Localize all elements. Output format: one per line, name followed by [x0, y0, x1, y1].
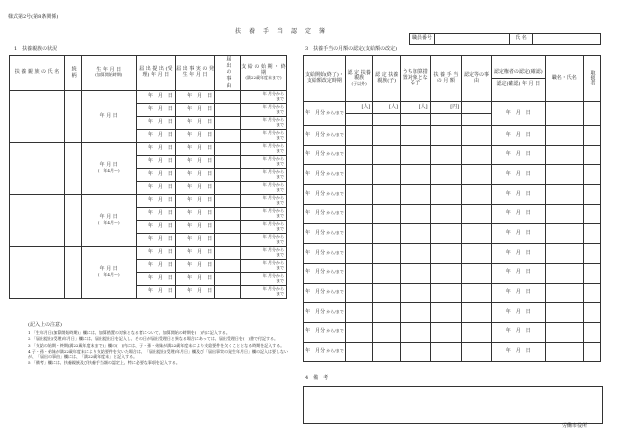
note-item: 2 「届出提出(受理)年月日」欄には、届出提出日を記入し、その日が届出受理日と異なる場合にあっては、届出受理日を( )書で付記する。 [28, 336, 279, 342]
header-box [409, 33, 601, 45]
period-cell: 年 月分から まで [240, 116, 286, 129]
occur-date-cell: 年 月 日 [175, 246, 214, 259]
period-cell: 年 月分 から/まで [304, 263, 346, 283]
period-cell: 年 月分から まで [240, 168, 286, 181]
col-period: 支給開始(終了)・支給額改定時期 [304, 56, 346, 102]
col-cert-child: 認 定 扶養親族(子) [373, 56, 401, 102]
period-cell: 年 月分から まで [240, 103, 286, 116]
stamp-cell [583, 224, 600, 244]
relation-cell [64, 246, 81, 298]
col-approved: 認定権者の認定(確認) 認定(確認) 年 月 日 [491, 56, 545, 102]
position-cell [545, 342, 583, 362]
dependents-header-row [10, 56, 287, 91]
approved-date-cell: 年 月 日 [491, 322, 545, 342]
dependent-name-cell [10, 90, 65, 142]
period-cell: 年 月分 から/まで [304, 185, 346, 205]
note-item: 4 子・孫・弟妹が満22歳年度末により支給要件を欠いた場合は、「届出提出(受理)年月日」欄及び「届出事実の発生年月日」欄の記入は要しないが、「届出の事由」欄には、「満22歳年度末」と記入する。 [28, 349, 289, 359]
footer-text: 労働市役所 [562, 423, 588, 429]
page-title: 扶 養 手 当 認 定 簿 [235, 28, 327, 35]
approved-date-cell: 年 月 日 [491, 224, 545, 244]
unit-cell: [円] [430, 102, 462, 114]
filed-date-cell: 年 月 日 [136, 259, 175, 272]
reason-cell [215, 181, 241, 194]
occur-date-cell: 年 月 日 [175, 168, 214, 181]
approved-date-cell: 年 月 日 [491, 145, 545, 165]
occur-date-cell: 年 月 日 [175, 116, 214, 129]
occur-date-cell: 年 月 日 [175, 103, 214, 116]
approved-date-cell: 年 月 日 [491, 263, 545, 283]
dependent-name-cell [10, 246, 65, 298]
period-cell: 年 月分 から/まで [304, 322, 346, 342]
form-number: 様式第2号(第8条関係) [8, 14, 59, 20]
note-item: 5 「備考」欄には、扶養親族及び扶養手当額の認定上、特に必要な事項を記入する。 [28, 359, 180, 365]
period-cell: 年 月分から まで [240, 272, 286, 285]
filed-date-cell: 年 月 日 [136, 220, 175, 233]
stamp-cell [583, 126, 600, 146]
period-cell: 年 月分 から/まで [304, 126, 346, 146]
allowance-row [304, 283, 601, 303]
filed-date-cell: 年 月 日 [136, 155, 175, 168]
approved-date-cell: 年 月 日 [491, 185, 545, 205]
period-cell: 年 月分 から/まで [304, 204, 346, 224]
reason-cell [215, 272, 241, 285]
filed-date-cell: 年 月 日 [136, 90, 175, 103]
stamp-cell [583, 342, 600, 362]
dependents-table [9, 55, 287, 299]
filed-date-cell: 年 月 日 [136, 181, 175, 194]
position-cell [545, 322, 583, 342]
position-cell [545, 165, 583, 185]
approved-date-cell: 年 月 日 [491, 204, 545, 224]
stamp-cell [583, 283, 600, 303]
dependent-row [10, 90, 287, 103]
unit-cell: [人] [345, 102, 373, 114]
period-cell: 年 月分 から/まで [304, 165, 346, 185]
allowance-row [304, 244, 601, 264]
period-cell: 年 月分から まで [240, 246, 286, 259]
period-cell: 年 月分 から/まで [304, 303, 346, 323]
col-position: 職名・氏名 [545, 56, 583, 102]
occur-date-cell: 年 月 日 [175, 90, 214, 103]
allowance-row [304, 303, 601, 323]
staff-no-field [435, 34, 510, 45]
position-cell [545, 185, 583, 205]
occur-date-cell: 年 月 日 [175, 207, 214, 220]
reason-cell [215, 233, 241, 246]
position-cell [545, 102, 583, 126]
reason-cell [215, 116, 241, 129]
stamp-cell [583, 204, 600, 224]
allowance-row [304, 342, 601, 362]
reason-cell [462, 102, 492, 114]
col-occur: 届 出 事 実 の 発 生 年 月 日 [175, 56, 214, 91]
period-cell: 年 月分から まで [240, 129, 286, 142]
reason-cell [215, 90, 241, 103]
approved-date-cell: 年 月 日 [491, 244, 545, 264]
col-name: 扶 養 親 族 の 氏 名 [10, 56, 65, 91]
period-cell: 年 月分 から/まで [304, 244, 346, 264]
filed-date-cell: 年 月 日 [136, 168, 175, 181]
occur-date-cell: 年 月 日 [175, 181, 214, 194]
reason-cell [215, 207, 241, 220]
approved-date-cell: 年 月 日 [491, 283, 545, 303]
stamp-cell [583, 165, 600, 185]
allowance-row [304, 224, 601, 244]
allowance-row [304, 322, 601, 342]
section1-title: 1 扶養親族の状況 [14, 46, 58, 52]
col-reason3: 認定等の事 由 [462, 56, 492, 102]
filed-date-cell: 年 月 日 [136, 272, 175, 285]
birth-cell: 年 月 日 ( 年4月～) [81, 246, 136, 298]
period-cell: 年 月分から まで [240, 181, 286, 194]
occur-date-cell: 年 月 日 [175, 272, 214, 285]
occur-date-cell: 年 月 日 [175, 259, 214, 272]
period-cell: 年 月分から まで [240, 90, 286, 103]
col-cert: 認 定 扶養親族 (子以外) [345, 56, 373, 102]
filed-date-cell: 年 月 日 [136, 207, 175, 220]
reason-cell [215, 194, 241, 207]
period-cell: 年 月分から まで [240, 142, 286, 155]
dependent-name-cell [10, 194, 65, 246]
col-birth: 生 年 月 日 (加算開始時期) [81, 56, 136, 91]
col-stamp: 取扱者 [583, 56, 600, 102]
stamp-cell [583, 244, 600, 264]
period-cell: 年 月分から まで [240, 194, 286, 207]
relation-cell [64, 194, 81, 246]
reason-cell [215, 142, 241, 155]
position-cell [545, 224, 583, 244]
allowance-row [304, 185, 601, 205]
filed-date-cell: 年 月 日 [136, 142, 175, 155]
name-label: 氏 名 [510, 34, 533, 45]
allowance-row [304, 165, 601, 185]
filed-date-cell: 年 月 日 [136, 194, 175, 207]
note-item: 1 「生年月日(加算開始時期)」欄には、加算措置の対象となる者について、加算開始の時期を( )内に記入する。 [28, 330, 230, 335]
period-cell: 年 月分 から/まで [304, 224, 346, 244]
section4-title: 4 備 考 [305, 375, 329, 381]
allowance-row [304, 204, 601, 224]
position-cell [545, 303, 583, 323]
col-reason: 届 出 の 事 由 [215, 56, 241, 91]
occur-date-cell: 年 月 日 [175, 220, 214, 233]
allowance-row [304, 126, 601, 146]
approved-date-cell: 年 月 日 [491, 303, 545, 323]
stamp-cell [583, 185, 600, 205]
reason-cell [215, 259, 241, 272]
period-cell: 年 月分から まで [240, 233, 286, 246]
position-cell [545, 263, 583, 283]
name-field [533, 34, 601, 45]
position-cell [545, 145, 583, 165]
occur-date-cell: 年 月 日 [175, 142, 214, 155]
approved-date-cell: 年 月 日 [491, 126, 545, 146]
period-cell: 年 月分から まで [240, 155, 286, 168]
filed-date-cell: 年 月 日 [136, 285, 175, 298]
approved-date-cell: 年 月 日 [491, 165, 545, 185]
dependent-row [10, 142, 287, 155]
approved-date-cell: 年 月 日 [491, 102, 545, 126]
stamp-cell [583, 102, 600, 126]
unit-cell: [人] [400, 102, 430, 114]
reason-cell [215, 285, 241, 298]
col-relation: 続 柄 [64, 56, 81, 91]
period-cell: 年 月分から まで [240, 220, 286, 233]
relation-cell [64, 90, 81, 142]
section3-title: 3 扶養手当の月額の認定(支給額の改定) [305, 46, 398, 52]
occur-date-cell: 年 月 日 [175, 194, 214, 207]
period-cell: 年 月分から まで [240, 285, 286, 298]
period-cell: 年 月分から まで [240, 259, 286, 272]
position-cell [545, 244, 583, 264]
period-cell: 年 月分 から/まで [304, 342, 346, 362]
remarks-box [303, 386, 603, 424]
unit-cell: [人] [373, 102, 401, 114]
occur-date-cell: 年 月 日 [175, 155, 214, 168]
occur-date-cell: 年 月 日 [175, 129, 214, 142]
position-cell [545, 126, 583, 146]
period-cell: 年 月分 から/まで [304, 145, 346, 165]
reason-cell [215, 103, 241, 116]
reason-cell [215, 246, 241, 259]
birth-cell: 年 月 日 [81, 90, 136, 142]
approved-date-cell: 年 月 日 [491, 342, 545, 362]
period-cell: 年 月分から まで [240, 207, 286, 220]
note-item: 3 「支給の始期・終期(満22歳年度末まで)」欄の( )内には、子・孫・弟妹が満22歳年度末により支給要件を欠くこととなる時期を記入する。 [28, 342, 285, 348]
dependent-row [10, 246, 287, 259]
filed-date-cell: 年 月 日 [136, 116, 175, 129]
position-cell [545, 204, 583, 224]
filed-date-cell: 年 月 日 [136, 246, 175, 259]
col-filed: 届 出 提 出 (受 理) 年 月 日 [136, 56, 175, 91]
birth-cell: 年 月 日 ( 年4月～) [81, 142, 136, 194]
col-special: うち加算措置対象となる子 [400, 56, 430, 102]
stamp-cell [583, 303, 600, 323]
filed-date-cell: 年 月 日 [136, 129, 175, 142]
reason-cell [215, 155, 241, 168]
stamp-cell [583, 145, 600, 165]
col-monthly: 扶 養 手 当 の 月 額 [430, 56, 462, 102]
stamp-cell [583, 263, 600, 283]
reason-cell [215, 168, 241, 181]
occur-date-cell: 年 月 日 [175, 233, 214, 246]
allowance-table [303, 55, 601, 362]
birth-cell: 年 月 日 ( 年4月～) [81, 194, 136, 246]
notes-title: (記入上の注意) [28, 322, 62, 328]
dependent-row [10, 194, 287, 207]
reason-cell [215, 220, 241, 233]
allowance-row [304, 145, 601, 165]
allowance-row [304, 263, 601, 283]
period-cell: 年 月分 から/まで [304, 283, 346, 303]
dependent-name-cell [10, 142, 65, 194]
filed-date-cell: 年 月 日 [136, 103, 175, 116]
notes-list [28, 331, 290, 367]
position-cell [545, 283, 583, 303]
col-period: 支 給 の 始 期 ・ 終 期 (満22歳年度末まで) [240, 56, 286, 91]
allowance-header-row [304, 56, 601, 102]
reason-cell [215, 129, 241, 142]
staff-no-label: 職員番号 [410, 34, 435, 45]
filed-date-cell: 年 月 日 [136, 233, 175, 246]
relation-cell [64, 142, 81, 194]
units-row [304, 102, 601, 114]
period-cell: 年 月分 から/まで [304, 102, 346, 126]
occur-date-cell: 年 月 日 [175, 285, 214, 298]
stamp-cell [583, 322, 600, 342]
